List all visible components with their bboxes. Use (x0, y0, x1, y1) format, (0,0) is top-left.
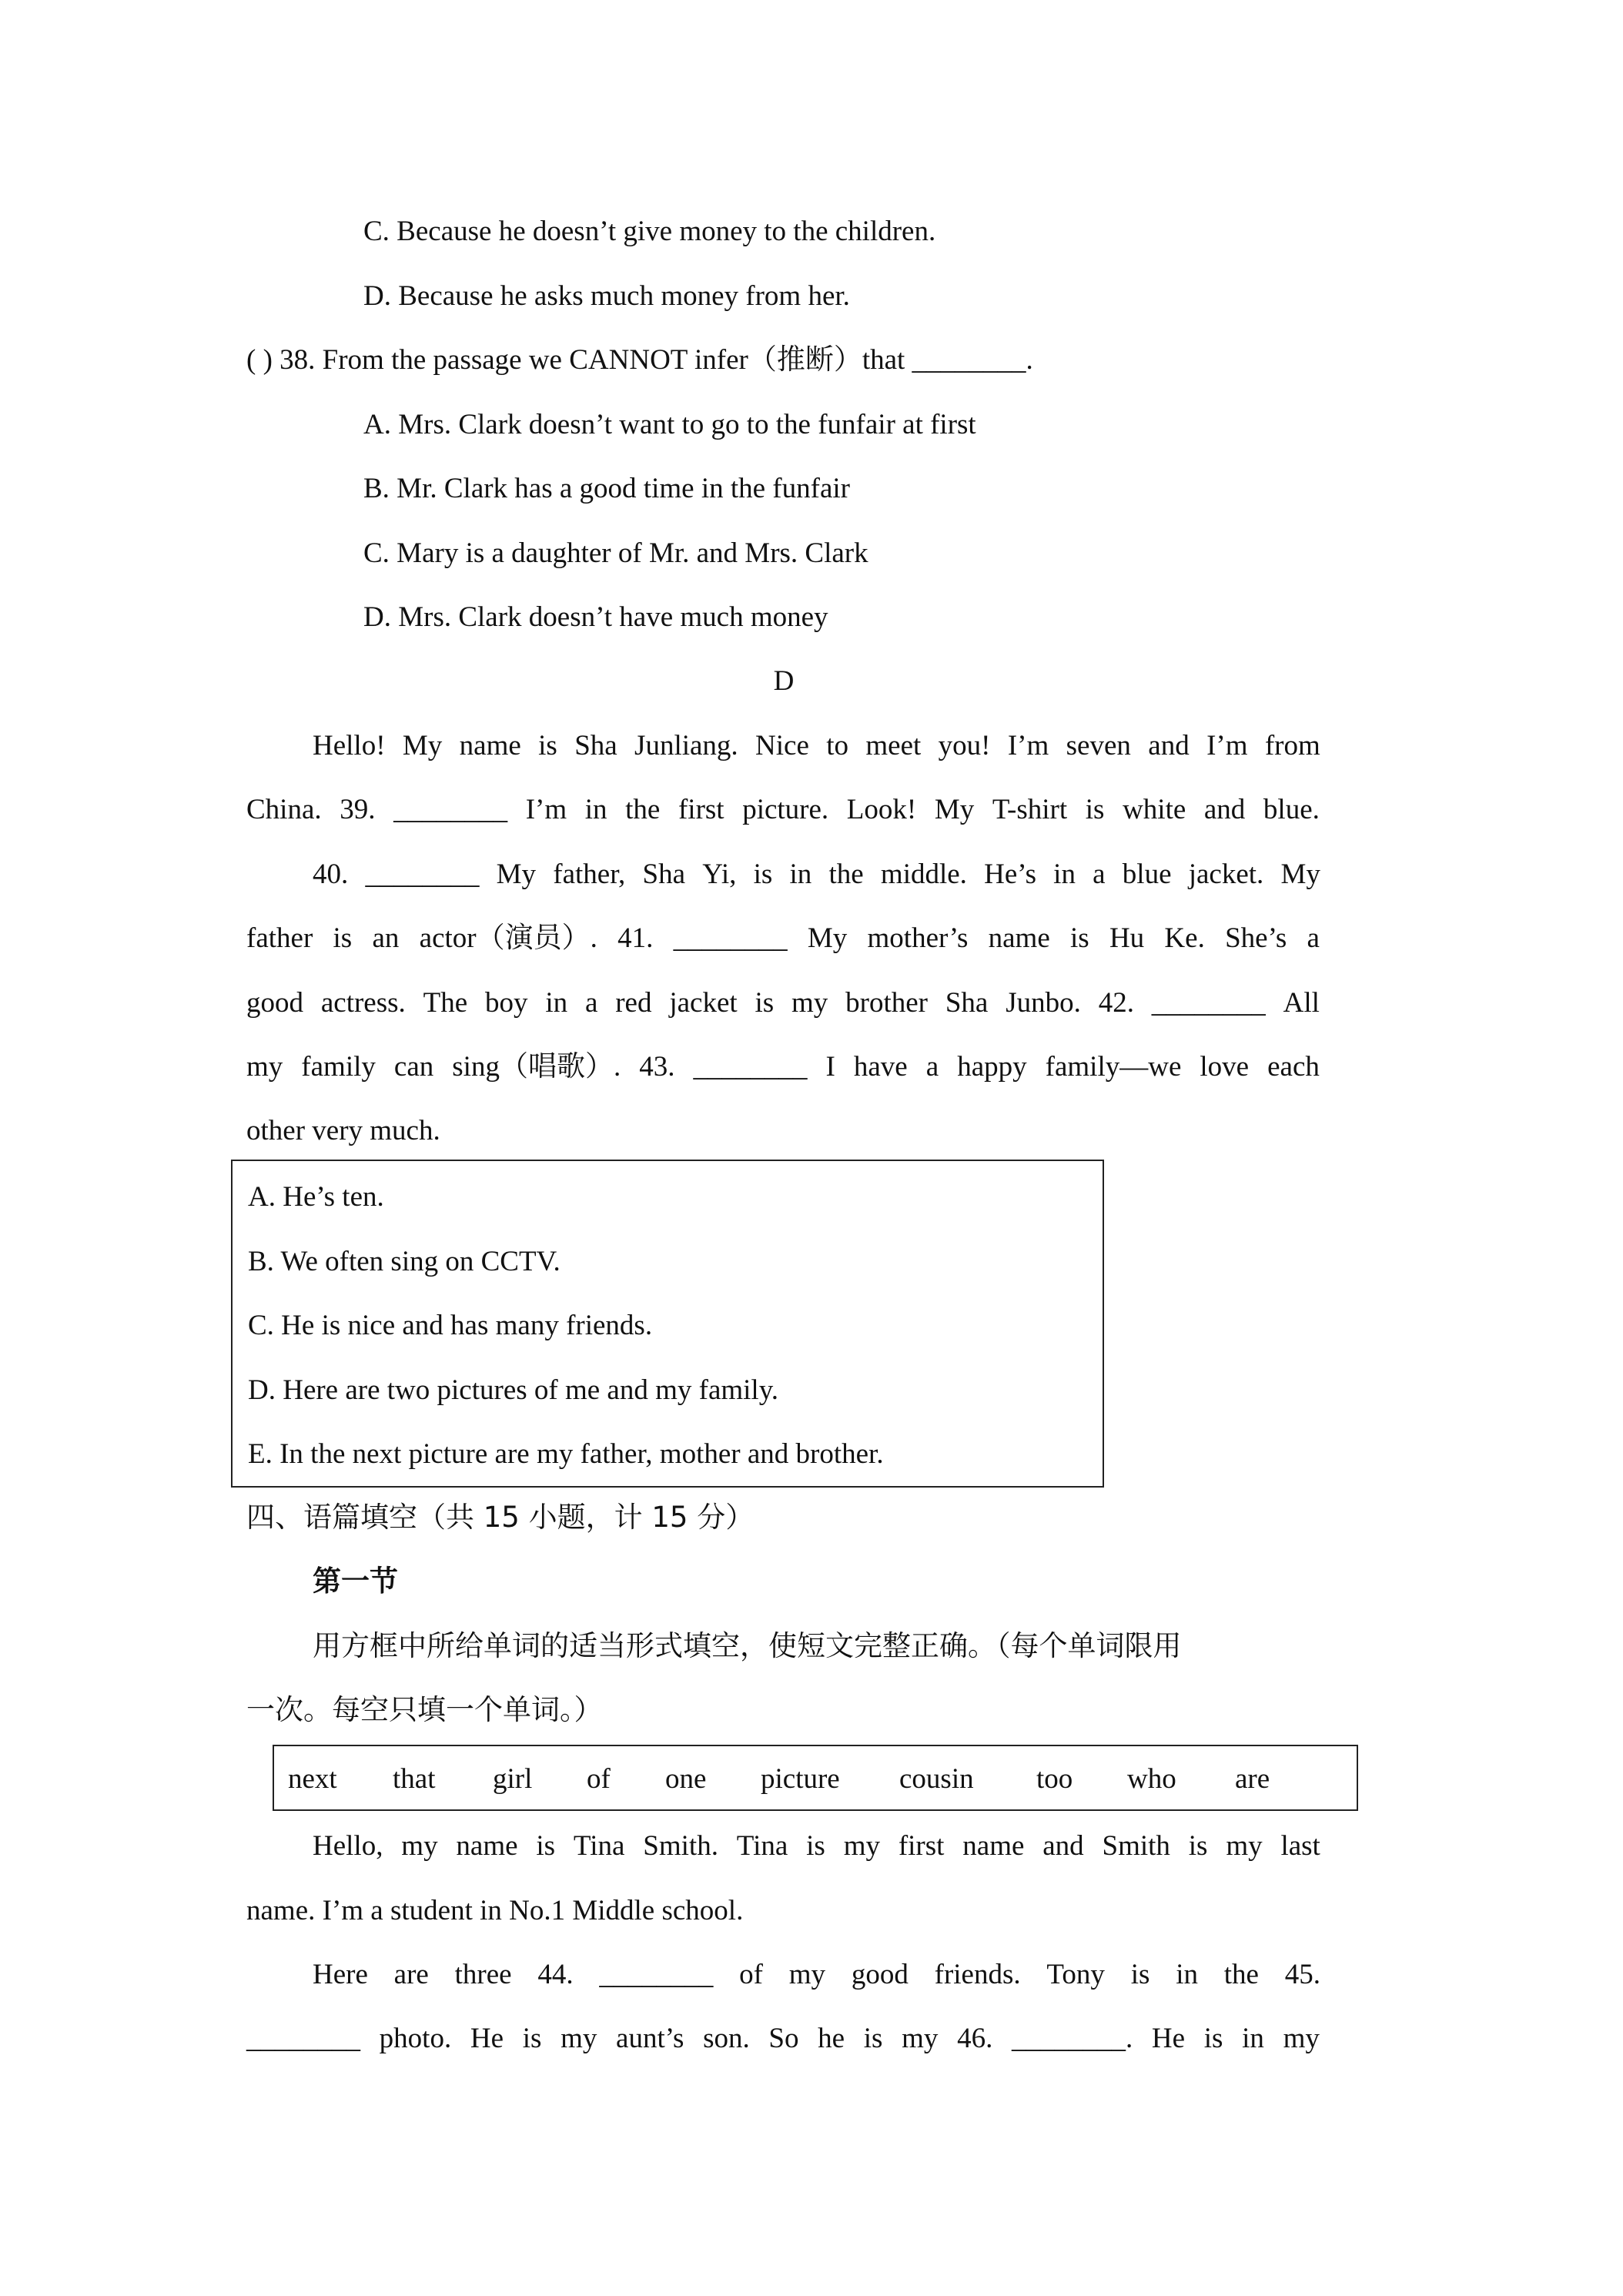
word-box-item: picture (761, 1763, 840, 1795)
word: Sha (574, 730, 617, 761)
word-box-item: one (665, 1763, 707, 1795)
passage-d-line-1 (313, 727, 1320, 765)
word: My (496, 858, 537, 890)
word: I’m (1007, 730, 1049, 761)
word: have (853, 1051, 908, 1083)
word: is (806, 1830, 825, 1862)
word: my (1226, 1830, 1263, 1862)
word: three (454, 1959, 512, 1990)
word: name (456, 1830, 518, 1862)
word: are (393, 1959, 429, 1990)
word: is (1203, 2023, 1223, 2054)
word: and (1203, 794, 1246, 825)
word: is (522, 2023, 542, 2054)
word: 41. (617, 922, 654, 954)
passage-fill-line-1 (313, 1827, 1320, 1866)
word-box (273, 1745, 1358, 1811)
word: Yi, (702, 858, 737, 890)
word: of (739, 1959, 763, 1990)
word: Hello! (313, 730, 386, 761)
word: first (678, 794, 724, 825)
word: name (459, 730, 521, 761)
word: Tina (573, 1830, 625, 1862)
word: is (1070, 922, 1089, 954)
choice-e: E. In the next picture are my father, mother and brother. (248, 1438, 884, 1470)
word: name (962, 1830, 1025, 1862)
word: Smith. (643, 1830, 718, 1862)
section-4-instruction-1: 用方框中所给单词的适当形式填空，使短文完整正确。（每个单词限用 (313, 1629, 1182, 1662)
word: a (1307, 922, 1320, 954)
word: My (402, 730, 443, 761)
word: family—we (1045, 1051, 1182, 1083)
word: the (1223, 1959, 1259, 1990)
word: She’s (1225, 922, 1287, 954)
word: my (843, 1830, 880, 1862)
word: is (1188, 1830, 1208, 1862)
word: a (925, 1051, 939, 1083)
choice-c: C. He is nice and has many friends. (248, 1310, 653, 1341)
word: each (1267, 1051, 1320, 1083)
word: Sha (945, 987, 989, 1019)
word: my (1283, 2023, 1320, 2054)
word: red (615, 987, 652, 1019)
word: is (755, 987, 775, 1019)
word: My (1280, 858, 1320, 890)
passage-fill-line-4 (246, 2020, 1320, 2058)
word: son. (703, 2023, 750, 2054)
word: Tony (1046, 1959, 1105, 1990)
section-4-title: 四、语篇填空（共 15 小题，计 15 分） (246, 1501, 755, 1534)
word: is (333, 922, 353, 954)
word: my (401, 1830, 438, 1862)
word: Hello, (313, 1830, 383, 1862)
word: from (1264, 730, 1320, 761)
word: the (828, 858, 864, 890)
word: father, (553, 858, 626, 890)
word: ________. (1012, 2023, 1133, 2054)
word: Nice (755, 730, 809, 761)
word: my (246, 1051, 283, 1083)
word: 43. (639, 1051, 675, 1083)
word: ________ (365, 858, 480, 890)
passage-d-line-6 (246, 1048, 1320, 1086)
word: my (788, 1959, 826, 1990)
word: is (1085, 794, 1105, 825)
word: 40. (313, 858, 349, 890)
q38-question (246, 341, 1033, 380)
word: love (1200, 1051, 1250, 1083)
q37-option-d: D. Because he asks much money from her. (363, 280, 850, 312)
word: meet (865, 730, 922, 761)
word-box-item: are (1235, 1763, 1270, 1795)
word: He (1151, 2023, 1186, 2054)
word: actor（演员）. (419, 922, 597, 954)
word: family (301, 1051, 376, 1083)
choice-d: D. Here are two pictures of me and my family. (248, 1374, 779, 1406)
word: Junbo. (1006, 987, 1081, 1019)
word: in (1242, 2023, 1264, 2054)
passage-d-heading: D (773, 665, 795, 697)
word: good (851, 1959, 909, 1990)
word-box-item: that (393, 1763, 436, 1795)
word: the (625, 794, 661, 825)
word: He’s (984, 858, 1036, 890)
word: in (545, 987, 568, 1019)
word: 46. (957, 2023, 993, 2054)
word-box-item: next (288, 1763, 337, 1795)
word: The (423, 987, 468, 1019)
word: ________ (599, 1959, 714, 1990)
word: in (789, 858, 812, 890)
word: mother’s (867, 922, 969, 954)
word: you! (938, 730, 991, 761)
word: and (1042, 1830, 1084, 1862)
q38-question-text: ( ) 38. From the passage we CANNOT infer（推断）that ________. (246, 344, 1033, 376)
word: ________ (393, 794, 508, 825)
choices-box (231, 1160, 1104, 1488)
passage-d-line-3 (313, 855, 1320, 894)
word: T-shirt (992, 794, 1068, 825)
word: is (863, 2023, 883, 2054)
word: Tina (736, 1830, 788, 1862)
word: is (538, 730, 557, 761)
section-4-instruction-2: 一次。每空只填一个单词。） (246, 1693, 603, 1726)
word: my (561, 2023, 597, 2054)
word: he (818, 2023, 845, 2054)
choice-a: A. He’s ten. (248, 1181, 384, 1213)
word-box-item: cousin (899, 1763, 974, 1795)
word: friends. (934, 1959, 1021, 1990)
word: 45. (1284, 1959, 1320, 1990)
word: first (898, 1830, 945, 1862)
word-box-item: too (1036, 1763, 1073, 1795)
word: in (1053, 858, 1076, 890)
word: Here (313, 1959, 368, 1990)
word: white (1123, 794, 1186, 825)
q37-option-c: C. Because he doesn’t give money to the children. (363, 216, 936, 247)
word: to (826, 730, 849, 761)
word: is (536, 1830, 556, 1862)
word: I (825, 1051, 835, 1083)
word: in (1176, 1959, 1198, 1990)
word: an (372, 922, 400, 954)
word: blue. (1263, 794, 1320, 825)
q38-option-c: C. Mary is a daughter of Mr. and Mrs. Clark (363, 537, 868, 569)
word: actress. (320, 987, 406, 1019)
word: ________ (673, 922, 788, 954)
word-box-item: who (1127, 1763, 1176, 1795)
word: a (584, 987, 598, 1019)
passage-d-line-2 (246, 791, 1320, 829)
word: aunt’s (616, 2023, 684, 2054)
word: picture. (742, 794, 829, 825)
section-4-part-1: 第一节 (313, 1565, 398, 1598)
word: My (807, 922, 848, 954)
word: name (988, 922, 1050, 954)
word: father (246, 922, 313, 954)
word: last (1280, 1830, 1320, 1862)
word: China. (246, 794, 322, 825)
word: He (470, 2023, 504, 2054)
word: Smith (1102, 1830, 1170, 1862)
word: So (768, 2023, 799, 2054)
word: a (1093, 858, 1106, 890)
word: ________ (1151, 987, 1266, 1019)
word: good (246, 987, 303, 1019)
word: in (584, 794, 607, 825)
passage-fill-line-3 (313, 1956, 1320, 1994)
q38-option-b: B. Mr. Clark has a good time in the funfair (363, 473, 850, 504)
word: ________ (693, 1051, 808, 1083)
word: blue (1122, 858, 1172, 890)
word: I’m (1206, 730, 1248, 761)
word: middle. (880, 858, 967, 890)
word: 39. (340, 794, 376, 825)
q38-option-a: A. Mrs. Clark doesn’t want to go to the funfair at first (363, 409, 976, 440)
word-box-item: of (587, 1763, 611, 1795)
word: my (791, 987, 828, 1019)
word: jacket. (1188, 858, 1264, 890)
word: my (902, 2023, 939, 2054)
word: 44. (537, 1959, 574, 1990)
word: brother (845, 987, 929, 1019)
word: I’m (525, 794, 567, 825)
word: photo. (379, 2023, 452, 2054)
word: Hu (1109, 922, 1145, 954)
passage-fill-line-2: name. I’m a student in No.1 Middle school. (246, 1895, 744, 1926)
word: boy (484, 987, 528, 1019)
word: Junliang. (634, 730, 738, 761)
passage-d-line-4 (246, 919, 1320, 958)
word: happy (957, 1051, 1027, 1083)
word: is (753, 858, 773, 890)
word: Look! (846, 794, 917, 825)
word: ________ (246, 2023, 360, 2054)
word: Ke. (1164, 922, 1205, 954)
word: jacket (669, 987, 738, 1019)
passage-d-line-5 (246, 984, 1320, 1022)
word: can (393, 1051, 434, 1083)
word-box-item: girl (493, 1763, 533, 1795)
word: is (1130, 1959, 1150, 1990)
choice-b: B. We often sing on CCTV. (248, 1246, 561, 1277)
word: and (1148, 730, 1190, 761)
word: My (934, 794, 975, 825)
word: All (1283, 987, 1320, 1019)
passage-d-line-7: other very much. (246, 1115, 440, 1146)
word: Sha (642, 858, 686, 890)
word: 42. (1098, 987, 1134, 1019)
word: seven (1066, 730, 1131, 761)
word: sing（唱歌）. (452, 1051, 621, 1083)
q38-option-d: D. Mrs. Clark doesn’t have much money (363, 601, 828, 633)
